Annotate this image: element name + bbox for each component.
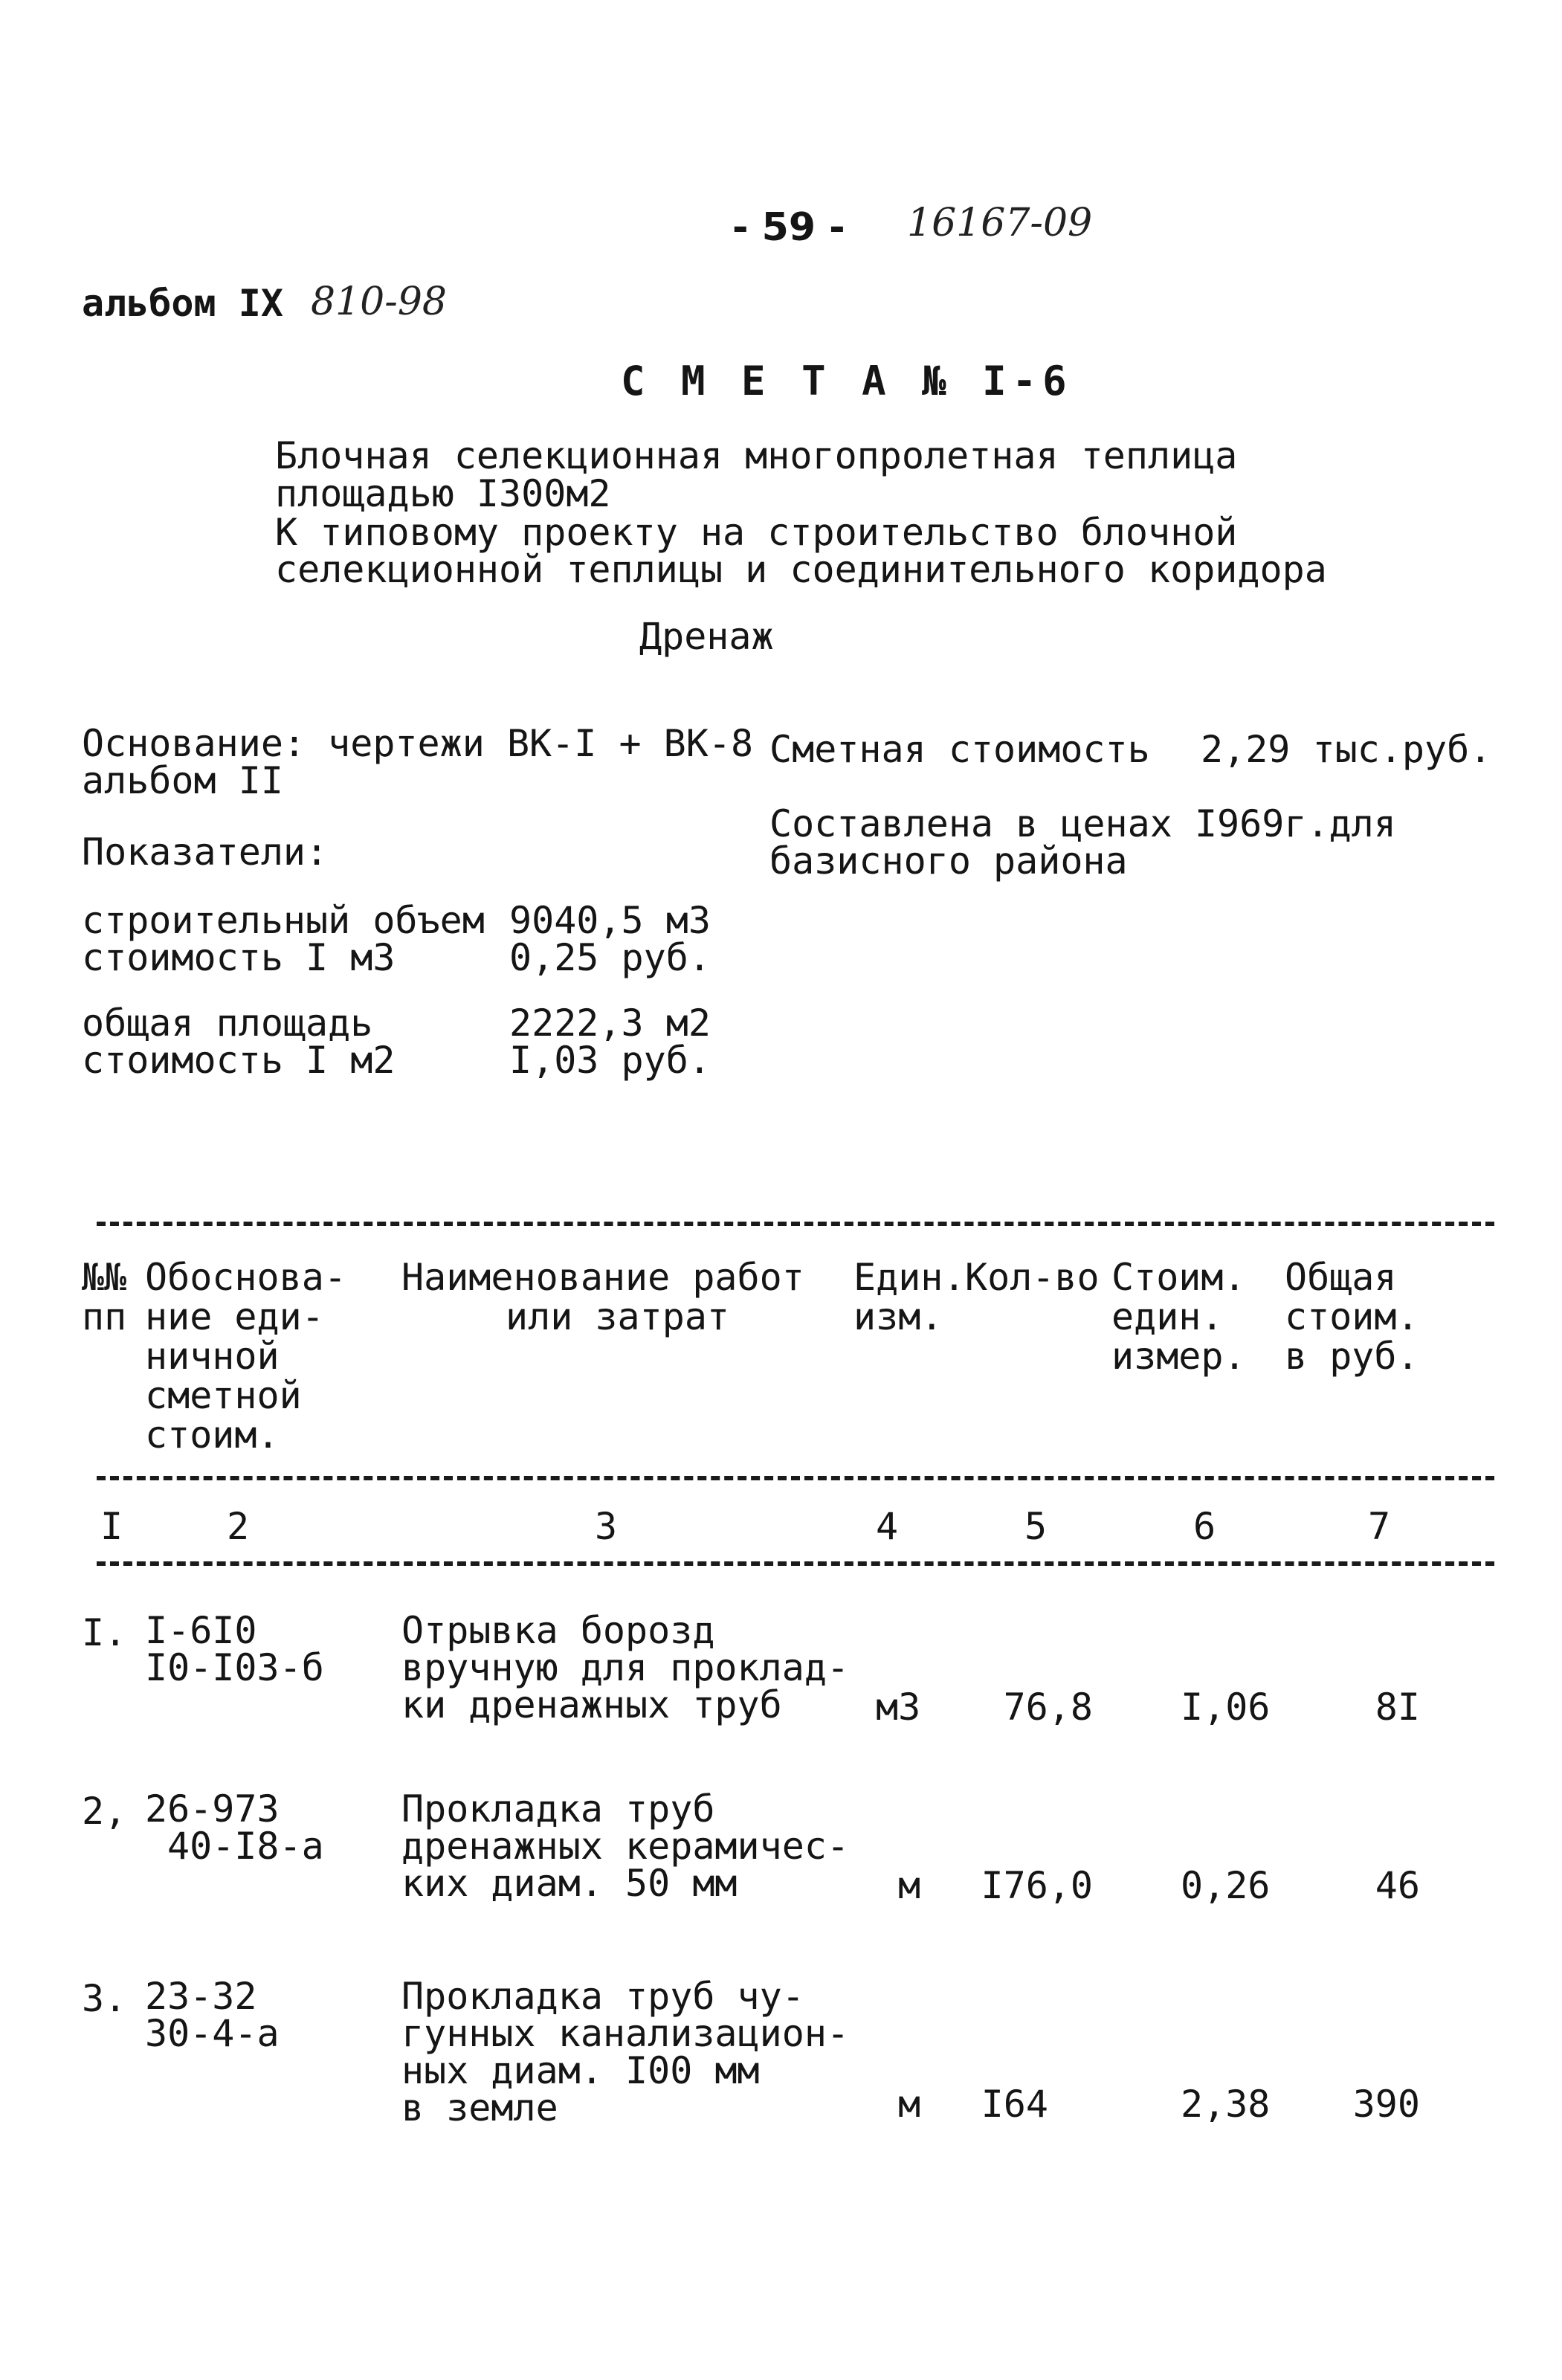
album-handwritten: 810-98: [311, 280, 447, 324]
row-code: [145, 1609, 324, 1689]
row-quantity: I76,0: [981, 1864, 1093, 1907]
prices-line-2: базисного района: [769, 839, 1128, 883]
row-unit-cost: 2,38: [1181, 2083, 1271, 2126]
row-unit: м3: [876, 1686, 921, 1729]
col4-header-line: изм.: [853, 1295, 943, 1338]
row-number: 2,: [82, 1790, 127, 1833]
title-line-2: площадью I300м2: [275, 472, 611, 515]
column-number: 2: [227, 1505, 250, 1548]
col3-header-line: или затрат: [506, 1295, 730, 1338]
area-value: 2222,3 м2: [509, 1002, 711, 1045]
col3-header-line: Наименование работ: [401, 1256, 804, 1299]
table-columns-rule: [97, 1561, 1494, 1566]
col7-header-line: стоим.: [1285, 1295, 1419, 1338]
row-code: [145, 1975, 280, 2055]
row-number: 3.: [82, 1977, 127, 2020]
prices-line-1: Составлена в ценах I969г.для: [769, 802, 1396, 845]
row-work-name-line: в земле: [401, 2086, 558, 2129]
col2-header-line: стоим.: [145, 1413, 280, 1457]
column-number: I: [100, 1505, 123, 1548]
title-line-3: К типовому проекту на строительство блочной: [275, 511, 1238, 554]
col6-header-line: измер.: [1111, 1335, 1246, 1378]
col4-header-line: Един.: [853, 1256, 966, 1299]
row-work-name: [401, 1975, 850, 2129]
handwritten-code: 16167-09: [907, 201, 1093, 245]
basis-line-2: альбом II: [82, 759, 283, 802]
col7-header: [1285, 1258, 1419, 1376]
col5-header: [965, 1258, 1100, 1297]
col2-header-line: Обоснова-: [145, 1256, 346, 1299]
col3-header: [401, 1258, 804, 1337]
col6-header-line: един.: [1111, 1295, 1224, 1338]
cost-m2-label: стоимость I м2: [82, 1039, 396, 1082]
col1-header-line: пп: [82, 1295, 127, 1338]
column-number: 4: [876, 1505, 899, 1548]
area-label: общая площадь: [82, 1002, 373, 1045]
estimate-cost-label: Сметная стоимость: [769, 728, 1150, 771]
col6-header: [1111, 1258, 1246, 1376]
row-code-line: 30-4-а: [145, 2012, 280, 2055]
row-work-name-line: ких диам. 50 мм: [401, 1862, 738, 1905]
section-title: Дренаж: [639, 615, 774, 658]
volume-value: 9040,5 м3: [509, 899, 711, 942]
col7-header-line: Общая: [1285, 1256, 1397, 1299]
cost-m3-label: стоимость I м3: [82, 936, 396, 979]
row-total: 390: [1352, 2083, 1420, 2126]
indicators-label: Показатели:: [82, 831, 329, 874]
row-work-name-line: гунных канализацион-: [401, 2012, 850, 2055]
row-code-line: I0-I03-б: [145, 1646, 324, 1689]
table-top-rule: [97, 1222, 1494, 1226]
row-unit: м: [898, 2083, 921, 2126]
col6-header-line: Стоим.: [1111, 1256, 1246, 1299]
row-work-name-line: ных диам. I00 мм: [401, 2049, 760, 2092]
album-label: альбом IX: [82, 282, 283, 325]
column-number: 3: [595, 1505, 618, 1548]
row-code-line: 40-I8-а: [167, 1825, 324, 1868]
estimate-cost-value: 2,29 тыс.руб.: [1201, 728, 1492, 771]
page-number: - 59 -: [732, 205, 845, 250]
row-code-line: I-6I0: [145, 1609, 257, 1652]
row-quantity: I64: [981, 2083, 1048, 2126]
cost-m2-value: I,03 руб.: [509, 1039, 711, 1082]
row-code: [145, 1787, 324, 1868]
row-work-name-line: дренажных керамичес-: [401, 1825, 850, 1868]
basis-line-1: Основание: чертежи ВК-I + ВК-8: [82, 722, 754, 765]
col2-header-line: сметной: [145, 1374, 302, 1417]
volume-label: строительный объем: [82, 899, 485, 942]
row-work-name: [401, 1609, 850, 1726]
col5-header-line: Кол-во: [965, 1256, 1100, 1299]
row-work-name-line: вручную для проклад-: [401, 1646, 850, 1689]
row-unit: м: [898, 1864, 921, 1907]
col7-header-line: в руб.: [1285, 1335, 1419, 1378]
row-code-line: 23-32: [145, 1975, 257, 2018]
row-work-name-line: Отрывка борозд: [401, 1609, 715, 1652]
col2-header: [145, 1258, 346, 1455]
document-heading: С М Е Т А № I-6: [621, 358, 1073, 404]
row-code-line: 26-973: [145, 1787, 280, 1831]
cost-m3-value: 0,25 руб.: [509, 936, 711, 979]
row-total: 46: [1375, 1864, 1420, 1907]
col1-header: [82, 1258, 126, 1337]
column-number: 6: [1193, 1505, 1216, 1548]
row-total: 8I: [1375, 1686, 1420, 1729]
col1-header-line: №№: [82, 1256, 127, 1299]
col4-header: [853, 1258, 966, 1337]
row-work-name-line: Прокладка труб чу-: [401, 1975, 804, 2018]
column-number: 5: [1024, 1505, 1048, 1548]
row-work-name: [401, 1787, 850, 1905]
row-work-name-line: ки дренажных труб: [401, 1683, 782, 1726]
col2-header-line: ничной: [145, 1335, 280, 1378]
title-line-1: Блочная селекционная многопролетная теплица: [275, 434, 1238, 477]
row-number: I.: [82, 1611, 127, 1654]
col2-header-line: ние еди-: [145, 1295, 324, 1338]
column-number: 7: [1368, 1505, 1391, 1548]
row-quantity: 76,8: [1003, 1686, 1093, 1729]
title-line-4: селекционной теплицы и соединительного коридора: [275, 548, 1327, 591]
table-header-rule: [97, 1476, 1494, 1480]
row-unit-cost: I,06: [1181, 1686, 1271, 1729]
row-unit-cost: 0,26: [1181, 1864, 1271, 1907]
row-work-name-line: Прокладка труб: [401, 1787, 715, 1831]
